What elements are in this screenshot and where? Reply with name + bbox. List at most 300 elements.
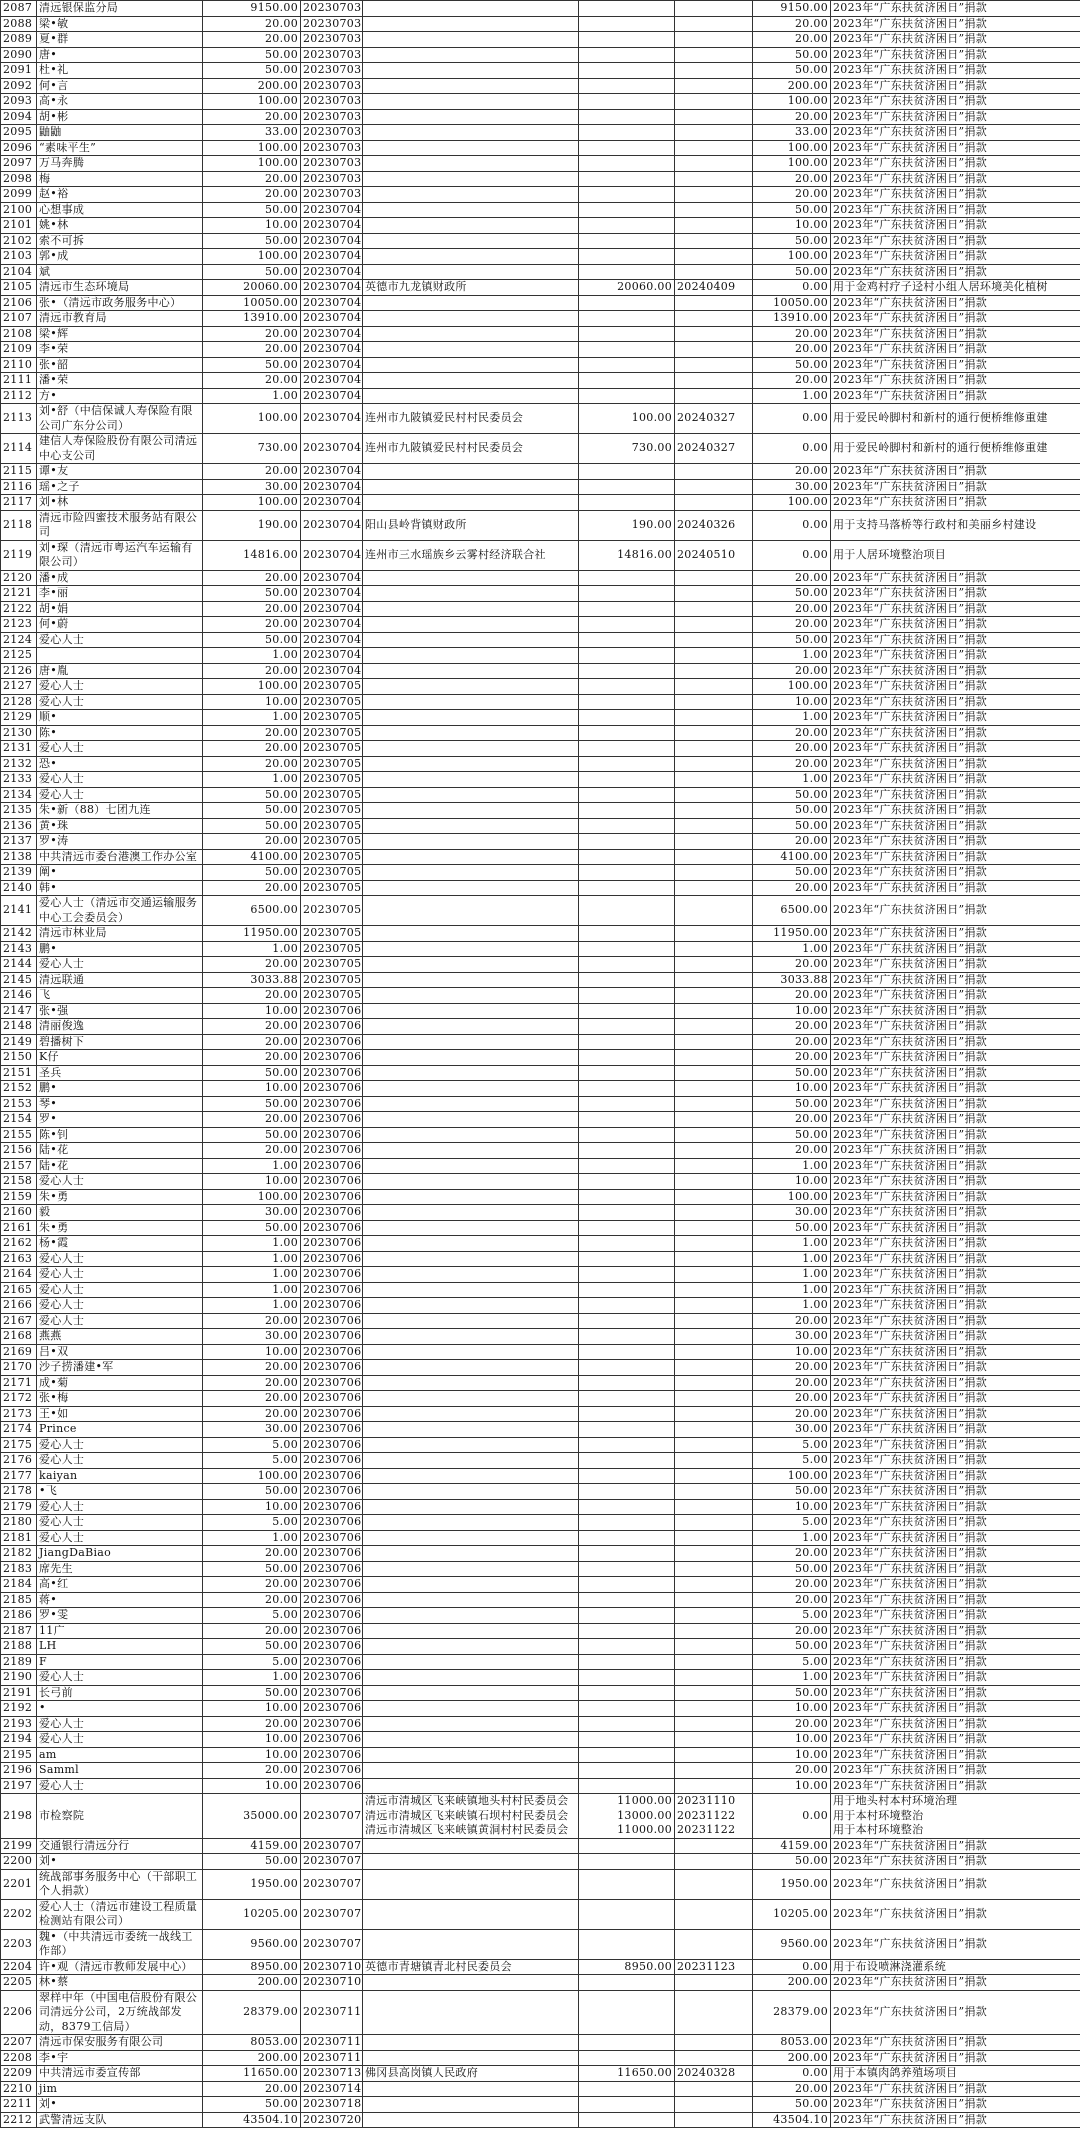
donation-amount-cell: 50.00 (203, 2097, 301, 2113)
allocation-date-cell (675, 772, 753, 788)
donation-date-cell: 20230707 (301, 1869, 363, 1899)
balance-amount-cell: 50.00 (753, 586, 831, 602)
allocation-date-cell (675, 834, 753, 850)
donation-date-cell: 20230703 (301, 109, 363, 125)
donation-date-cell: 20230703 (301, 171, 363, 187)
recipient-unit-cell (363, 109, 579, 125)
allocation-date-cell (675, 1838, 753, 1854)
allocated-amount-cell (579, 849, 675, 865)
balance-amount-cell: 200.00 (753, 1975, 831, 1991)
allocation-date-cell (675, 1360, 753, 1376)
purpose-note-cell: 2023年“广东扶贫济困日”捐款 (831, 1975, 1080, 1991)
donation-amount-cell: 13910.00 (203, 311, 301, 327)
allocation-date-cell (675, 1747, 753, 1763)
purpose-note-cell: 2023年“广东扶贫济困日”捐款 (831, 1546, 1080, 1562)
recipient-unit-cell (363, 1701, 579, 1717)
recipient-unit-cell (363, 1251, 579, 1267)
recipient-unit-cell (363, 1484, 579, 1500)
purpose-note-cell: 2023年“广东扶贫济困日”捐款 (831, 1096, 1080, 1112)
purpose-note-cell: 2023年“广东扶贫济困日”捐款 (831, 1158, 1080, 1174)
balance-amount-cell: 10205.00 (753, 1899, 831, 1929)
allocation-date-cell (675, 2097, 753, 2113)
donor-name-cell: 清远市教育局 (37, 311, 203, 327)
recipient-unit-cell (363, 896, 579, 926)
recipient-unit-cell: 英德市九龙镇财政所 (363, 280, 579, 296)
balance-amount-cell: 20.00 (753, 1360, 831, 1376)
purpose-note-cell: 2023年“广东扶贫济困日”捐款 (831, 125, 1080, 141)
purpose-note-cell: 2023年“广东扶贫济困日”捐款 (831, 1220, 1080, 1236)
donation-amount-cell: 20.00 (203, 1112, 301, 1128)
recipient-unit-cell (363, 1515, 579, 1531)
purpose-note-cell: 2023年“广东扶贫济困日”捐款 (831, 218, 1080, 234)
allocation-date-cell (675, 2081, 753, 2097)
row-number-cell: 2169 (1, 1344, 37, 1360)
row-number-cell: 2126 (1, 663, 37, 679)
donation-amount-cell: 5.00 (203, 1654, 301, 1670)
allocation-date-cell (675, 725, 753, 741)
donation-date-cell: 20230706 (301, 1189, 363, 1205)
allocated-amount-cell (579, 1220, 675, 1236)
allocated-amount-cell (579, 1546, 675, 1562)
table-row (1, 1546, 1080, 1562)
balance-amount-cell: 3033.88 (753, 972, 831, 988)
donation-date-cell: 20230707 (301, 1854, 363, 1870)
purpose-note-cell: 2023年“广东扶贫济困日”捐款 (831, 1869, 1080, 1899)
row-number-cell: 2132 (1, 756, 37, 772)
donation-amount-cell: 730.00 (203, 434, 301, 464)
donation-date-cell: 20230711 (301, 2050, 363, 2066)
donation-amount-cell: 50.00 (203, 264, 301, 280)
balance-amount-cell: 20.00 (753, 880, 831, 896)
table-row (1, 1468, 1080, 1484)
allocated-amount-cell (579, 1899, 675, 1929)
donation-date-cell: 20230705 (301, 865, 363, 881)
row-number-cell: 2088 (1, 16, 37, 32)
balance-amount-cell: 20.00 (753, 2081, 831, 2097)
donation-amount-cell: 30.00 (203, 479, 301, 495)
purpose-note-cell: 2023年“广东扶贫济困日”捐款 (831, 880, 1080, 896)
donation-date-cell: 20230707 (301, 1929, 363, 1959)
donation-amount-cell: 1.00 (203, 772, 301, 788)
recipient-unit-cell (363, 63, 579, 79)
table-row (1, 125, 1080, 141)
donation-amount-cell: 100.00 (203, 679, 301, 695)
recipient-unit-cell: 佛冈县高岗镇人民政府 (363, 2066, 579, 2082)
balance-amount-cell: 10.00 (753, 1778, 831, 1794)
row-number-cell: 2203 (1, 1929, 37, 1959)
donor-name-cell: 爱心人士 (37, 1313, 203, 1329)
donation-date-cell: 20230706 (301, 1763, 363, 1779)
donation-amount-cell: 1.00 (203, 1267, 301, 1283)
donor-name-cell: 魏•（中共清远市委统一战线工作部） (37, 1929, 203, 1959)
balance-amount-cell: 50.00 (753, 865, 831, 881)
allocated-amount-cell (579, 464, 675, 480)
allocation-date-cell (675, 1019, 753, 1035)
donation-amount-cell: 11650.00 (203, 2066, 301, 2082)
purpose-note-cell: 用于支持马落桥等行政村和美丽乡村建设 (831, 510, 1080, 540)
donation-amount-cell: 1.00 (203, 1236, 301, 1252)
recipient-unit-cell (363, 264, 579, 280)
allocated-amount-cell (579, 1236, 675, 1252)
allocated-amount-cell (579, 710, 675, 726)
recipient-unit-cell (363, 2050, 579, 2066)
donor-name-cell: 刘• (37, 1854, 203, 1870)
purpose-note-cell: 用于爱民岭脚村和新村的通行便桥维修重建 (831, 404, 1080, 434)
donation-date-cell: 20230705 (301, 756, 363, 772)
balance-amount-cell: 9560.00 (753, 1929, 831, 1959)
allocation-date-cell (675, 957, 753, 973)
purpose-note-cell: 2023年“广东扶贫济困日”捐款 (831, 586, 1080, 602)
table-row (1, 1096, 1080, 1112)
donor-name-cell: 胡•娟 (37, 601, 203, 617)
allocation-date-cell (675, 1794, 753, 1839)
allocated-amount-cell (579, 264, 675, 280)
purpose-note-cell: 2023年“广东扶贫济困日”捐款 (831, 1081, 1080, 1097)
allocation-date-cell: 20240326 (675, 510, 753, 540)
table-row (1, 849, 1080, 865)
recipient-unit-cell (363, 156, 579, 172)
donation-amount-cell: 1.00 (203, 1670, 301, 1686)
table-row (1, 495, 1080, 511)
purpose-note-cell: 2023年“广东扶贫济困日”捐款 (831, 109, 1080, 125)
donation-amount-cell: 30.00 (203, 1205, 301, 1221)
table-row (1, 663, 1080, 679)
ledger-body (1, 1, 1080, 2128)
row-number-cell: 2107 (1, 311, 37, 327)
table-row (1, 1899, 1080, 1929)
donation-amount-cell: 20.00 (203, 834, 301, 850)
row-number-cell: 2198 (1, 1794, 37, 1839)
donation-amount-cell: 50.00 (203, 202, 301, 218)
recipient-unit-cell (363, 202, 579, 218)
recipient-unit-cell (363, 1530, 579, 1546)
donation-date-cell: 20230707 (301, 1838, 363, 1854)
allocated-amount-cell (579, 632, 675, 648)
purpose-note-cell: 2023年“广东扶贫济困日”捐款 (831, 388, 1080, 404)
table-row (1, 1437, 1080, 1453)
table-row (1, 1205, 1080, 1221)
balance-amount-cell: 1.00 (753, 1282, 831, 1298)
donation-amount-cell: 20.00 (203, 171, 301, 187)
donor-name-cell: 阐• (37, 865, 203, 881)
donation-amount-cell: 30.00 (203, 1422, 301, 1438)
allocation-date-cell (675, 1189, 753, 1205)
donation-date-cell: 20230705 (301, 896, 363, 926)
balance-amount-cell: 1950.00 (753, 1869, 831, 1899)
purpose-note-cell: 2023年“广东扶贫济困日”捐款 (831, 957, 1080, 973)
donation-amount-cell: 1.00 (203, 1282, 301, 1298)
donation-amount-cell: 100.00 (203, 94, 301, 110)
donation-date-cell: 20230706 (301, 1670, 363, 1686)
allocation-date-cell (675, 311, 753, 327)
allocation-date-cell (675, 109, 753, 125)
purpose-note-cell: 2023年“广东扶贫济困日”捐款 (831, 233, 1080, 249)
allocated-amount-cell (579, 1515, 675, 1531)
balance-amount-cell: 20.00 (753, 601, 831, 617)
donation-date-cell: 20230706 (301, 1437, 363, 1453)
purpose-note-cell: 2023年“广东扶贫济困日”捐款 (831, 1174, 1080, 1190)
purpose-note-cell: 2023年“广东扶贫济困日”捐款 (831, 865, 1080, 881)
donation-date-cell: 20230706 (301, 1778, 363, 1794)
donor-name-cell: 市检察院 (37, 1794, 203, 1839)
table-row (1, 2035, 1080, 2051)
balance-amount-cell: 20.00 (753, 1050, 831, 1066)
recipient-unit-cell (363, 926, 579, 942)
donor-name-cell: 张•（清远市政务服务中心） (37, 295, 203, 311)
balance-amount-cell: 50.00 (753, 233, 831, 249)
table-row (1, 1112, 1080, 1128)
allocation-date-cell (675, 1854, 753, 1870)
purpose-note-cell: 2023年“广东扶贫济困日”捐款 (831, 818, 1080, 834)
donor-name-cell: 高•永 (37, 94, 203, 110)
table-row (1, 972, 1080, 988)
donation-date-cell: 20230706 (301, 1065, 363, 1081)
donor-name-cell: 爱心人士 (37, 694, 203, 710)
purpose-note-cell: 2023年“广东扶贫济困日”捐款 (831, 787, 1080, 803)
recipient-unit-cell (363, 710, 579, 726)
donation-date-cell: 20230705 (301, 880, 363, 896)
recipient-unit-cell (363, 464, 579, 480)
balance-amount-cell: 50.00 (753, 1065, 831, 1081)
donation-date-cell: 20230706 (301, 1220, 363, 1236)
row-number-cell: 2123 (1, 617, 37, 633)
row-number-cell: 2137 (1, 834, 37, 850)
allocation-date-cell (675, 1608, 753, 1624)
row-number-cell: 2185 (1, 1592, 37, 1608)
allocation-date-cell (675, 1990, 753, 2035)
table-row (1, 570, 1080, 586)
balance-amount-cell: 50.00 (753, 1561, 831, 1577)
recipient-unit-cell (363, 1778, 579, 1794)
allocated-amount-cell (579, 1654, 675, 1670)
donor-name-cell: 陈• (37, 725, 203, 741)
purpose-note-cell: 2023年“广东扶贫济困日”捐款 (831, 679, 1080, 695)
donation-amount-cell: 100.00 (203, 404, 301, 434)
recipient-unit-cell: 英德市青塘镇青北村民委员会 (363, 1959, 579, 1975)
donation-amount-cell: 4159.00 (203, 1838, 301, 1854)
donation-date-cell: 20230706 (301, 1654, 363, 1670)
donation-date-cell: 20230705 (301, 679, 363, 695)
donation-amount-cell: 35000.00 (203, 1794, 301, 1839)
table-row (1, 264, 1080, 280)
row-number-cell: 2108 (1, 326, 37, 342)
balance-amount-cell: 5.00 (753, 1437, 831, 1453)
allocation-date-cell (675, 1499, 753, 1515)
donor-name-cell: 何•言 (37, 78, 203, 94)
balance-amount-cell: 50.00 (753, 357, 831, 373)
recipient-unit-cell (363, 1546, 579, 1562)
donor-name-cell: 琴• (37, 1096, 203, 1112)
donation-amount-cell: 10.00 (203, 1174, 301, 1190)
recipient-unit-cell (363, 803, 579, 819)
donation-date-cell: 20230704 (301, 648, 363, 664)
allocated-amount-cell (579, 47, 675, 63)
balance-amount-cell: 9150.00 (753, 1, 831, 17)
row-number-cell: 2163 (1, 1251, 37, 1267)
donation-date-cell: 20230703 (301, 78, 363, 94)
allocated-amount-cell (579, 1639, 675, 1655)
row-number-cell: 2178 (1, 1484, 37, 1500)
purpose-note-cell: 2023年“广东扶贫济困日”捐款 (831, 1437, 1080, 1453)
row-number-cell: 2158 (1, 1174, 37, 1190)
donation-amount-cell: 1.00 (203, 1530, 301, 1546)
allocated-amount-cell (579, 2097, 675, 2113)
donor-name-cell: 陆•花 (37, 1143, 203, 1159)
allocated-amount-cell (579, 125, 675, 141)
allocated-amount-cell (579, 1282, 675, 1298)
table-row (1, 140, 1080, 156)
donation-amount-cell: 50.00 (203, 818, 301, 834)
purpose-note-cell: 2023年“广东扶贫济困日”捐款 (831, 32, 1080, 48)
allocated-amount-cell (579, 479, 675, 495)
allocated-amount-cell (579, 156, 675, 172)
donation-amount-cell: 5.00 (203, 1608, 301, 1624)
allocated-amount-cell (579, 1747, 675, 1763)
donation-amount-cell: 100.00 (203, 156, 301, 172)
purpose-note-cell: 2023年“广东扶贫济困日”捐款 (831, 342, 1080, 358)
purpose-note-cell: 2023年“广东扶贫济困日”捐款 (831, 1375, 1080, 1391)
donation-date-cell: 20230704 (301, 632, 363, 648)
allocated-amount-cell (579, 357, 675, 373)
table-row (1, 1050, 1080, 1066)
recipient-unit-cell (363, 1468, 579, 1484)
row-number-cell: 2189 (1, 1654, 37, 1670)
recipient-unit-cell (363, 1838, 579, 1854)
recipient-unit-cell (363, 818, 579, 834)
donation-date-cell: 20230706 (301, 1530, 363, 1546)
balance-amount-cell: 10050.00 (753, 295, 831, 311)
allocated-amount-cell (579, 140, 675, 156)
purpose-note-line: 用于本村环境整治 (833, 1823, 924, 1836)
donation-amount-cell: 10.00 (203, 1081, 301, 1097)
donation-date-cell: 20230704 (301, 326, 363, 342)
table-row (1, 233, 1080, 249)
donation-date-cell: 20230706 (301, 1592, 363, 1608)
row-number-cell: 2199 (1, 1838, 37, 1854)
row-number-cell: 2136 (1, 818, 37, 834)
donation-date-cell: 20230706 (301, 1406, 363, 1422)
allocation-date-cell (675, 1422, 753, 1438)
balance-amount-cell: 50.00 (753, 2097, 831, 2113)
donation-date-cell: 20230706 (301, 1081, 363, 1097)
donor-name-cell: 恐• (37, 756, 203, 772)
row-number-cell: 2106 (1, 295, 37, 311)
donation-date-cell: 20230706 (301, 1561, 363, 1577)
purpose-note-cell: 2023年“广东扶贫济困日”捐款 (831, 972, 1080, 988)
recipient-unit-cell (363, 1189, 579, 1205)
donation-amount-cell: 9560.00 (203, 1929, 301, 1959)
donor-name-cell: 爱心人士 (37, 772, 203, 788)
recipient-unit-cell (363, 1422, 579, 1438)
balance-amount-cell: 20.00 (753, 756, 831, 772)
donation-amount-cell: 1.00 (203, 388, 301, 404)
recipient-unit-cell (363, 326, 579, 342)
allocation-date-cell (675, 1592, 753, 1608)
row-number-cell: 2101 (1, 218, 37, 234)
recipient-unit-cell (363, 741, 579, 757)
recipient-unit-cell (363, 1391, 579, 1407)
donation-amount-cell: 100.00 (203, 495, 301, 511)
balance-amount-cell: 50.00 (753, 632, 831, 648)
table-row (1, 803, 1080, 819)
allocation-date-cell (675, 1, 753, 17)
table-row (1, 218, 1080, 234)
balance-amount-cell: 20.00 (753, 1391, 831, 1407)
recipient-unit-cell (363, 2081, 579, 2097)
donor-name-cell: 飞 (37, 988, 203, 1004)
donation-date-cell: 20230707 (301, 1899, 363, 1929)
balance-amount-cell: 20.00 (753, 1313, 831, 1329)
balance-amount-cell: 10.00 (753, 1003, 831, 1019)
purpose-note-cell: 2023年“广东扶贫济困日”捐款 (831, 1484, 1080, 1500)
recipient-unit-cell (363, 187, 579, 203)
allocation-date-cell (675, 632, 753, 648)
allocation-date-cell (675, 125, 753, 141)
allocated-amount-cell: 730.00 (579, 434, 675, 464)
balance-amount-cell: 8053.00 (753, 2035, 831, 2051)
donation-amount-cell: 20.00 (203, 373, 301, 389)
table-row (1, 725, 1080, 741)
allocation-date-cell (675, 586, 753, 602)
recipient-unit-cell: 阳山县岭背镇财政所 (363, 510, 579, 540)
allocated-amount-cell (579, 2112, 675, 2128)
allocation-date-cell (675, 2112, 753, 2128)
balance-amount-cell: 100.00 (753, 1468, 831, 1484)
donation-amount-cell: 1.00 (203, 710, 301, 726)
donor-name-cell: 爱心人士 (37, 1174, 203, 1190)
balance-amount-cell: 50.00 (753, 1854, 831, 1870)
donor-name-cell: 统战部事务服务中心（干部职工个人捐款） (37, 1869, 203, 1899)
row-number-cell: 2207 (1, 2035, 37, 2051)
donation-date-cell: 20230706 (301, 1236, 363, 1252)
donor-name-cell: 王•如 (37, 1406, 203, 1422)
donor-name-cell: 心想事成 (37, 202, 203, 218)
recipient-unit-cell (363, 1608, 579, 1624)
purpose-note-cell: 2023年“广东扶贫济困日”捐款 (831, 63, 1080, 79)
donation-date-cell: 20230705 (301, 988, 363, 1004)
balance-amount-cell: 20.00 (753, 725, 831, 741)
donor-name-cell: F (37, 1654, 203, 1670)
allocated-amount-cell (579, 896, 675, 926)
allocation-date-cell (675, 1716, 753, 1732)
balance-amount-cell: 200.00 (753, 78, 831, 94)
row-number-cell: 2211 (1, 2097, 37, 2113)
donation-date-cell: 20230706 (301, 1282, 363, 1298)
donor-name-cell: 爱心人士 (37, 1267, 203, 1283)
allocated-amount-cell: 20060.00 (579, 280, 675, 296)
allocation-date-cell (675, 264, 753, 280)
recipient-unit-cell (363, 972, 579, 988)
purpose-note-cell: 2023年“广东扶贫济困日”捐款 (831, 2050, 1080, 2066)
purpose-note-cell: 2023年“广东扶贫济困日”捐款 (831, 264, 1080, 280)
balance-amount-cell: 20.00 (753, 1592, 831, 1608)
recipient-unit-cell (363, 756, 579, 772)
donation-amount-cell: 100.00 (203, 1468, 301, 1484)
donor-name-cell: jim (37, 2081, 203, 2097)
donation-date-cell: 20230711 (301, 1990, 363, 2035)
recipient-unit-cell (363, 957, 579, 973)
balance-amount-cell: 100.00 (753, 156, 831, 172)
row-number-cell: 2209 (1, 2066, 37, 2082)
donation-amount-cell: 20.00 (203, 1623, 301, 1639)
table-row (1, 388, 1080, 404)
row-number-cell: 2164 (1, 1267, 37, 1283)
allocated-amount-cell (579, 1530, 675, 1546)
donation-amount-cell: 10205.00 (203, 1899, 301, 1929)
allocation-date-cell (675, 1205, 753, 1221)
row-number-cell: 2124 (1, 632, 37, 648)
allocated-amount-cell (579, 756, 675, 772)
